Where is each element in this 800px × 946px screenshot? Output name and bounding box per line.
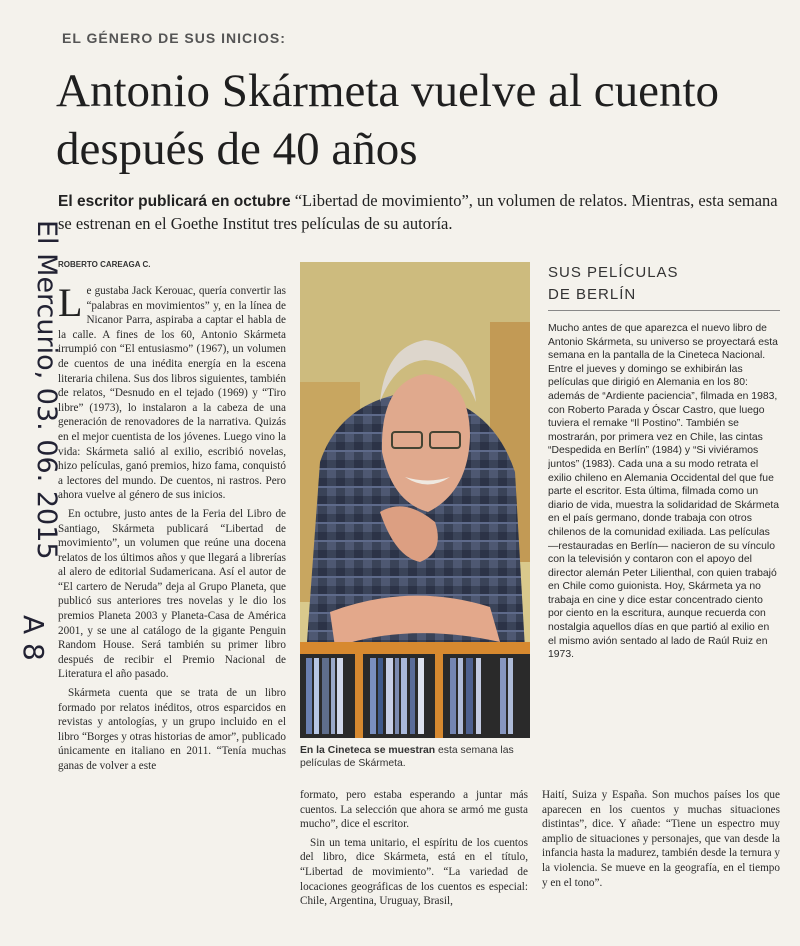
article-column-3 [542,788,780,938]
dropcap: L [58,284,83,325]
paragraph-6: Haití, Suiza y España. Son muchos países los que aparecen en los cuentos y muchas situaciones distintas”, dice. Y añade: “Tiene un espectro muy amplio de situaciones y personajes, que van desde la infancia hasta la madurez, también desde la ternura y la violencia. Se mueve en la geografía, en el tiempo y en el tono”. [542,789,780,889]
handwritten-note-date: El Mercurio, 03. 06. 2015 [31,220,60,560]
section-label: EL GÉNERO DE SUS INICIOS: [62,30,286,46]
sidebar-title-line2: DE BERLÍN [548,286,637,303]
deck [58,190,780,235]
headline: Antonio Skármeta vuelve al cuento después de 40 años [56,65,720,175]
sidebar-divider [548,310,780,311]
deck-lead: El escritor publicará en octubre [58,193,291,210]
sidebar-text [548,322,780,762]
sidebar-paragraph: Mucho antes de que aparezca el nuevo libro de Antonio Skármeta, su universo se proyectará esta semana en la pantalla de la Cineteca Nacional. Entre el jueves y domingo se exhibirán las películas que dirigió en Alemania en los 80: además de “Ardiente paciencia”, filmada en 1983, con Roberto Parada y Óscar Castro, que luego tuviera el remake “Il Postino”. También se mostrarán, por primera vez en Chile, las cintas “Despedida en Berlín” (1984) y “Si viviéramos juntos” (1983). Cada una a su modo retrata el exilio chileno en Alemania Occidental del que fue parte el escritor. Esta última, filmada como un diario de vida, muestra la solidaridad de Skármeta en el país germano, donde trabaja con otros chilenos de la comunidad exiliada. Las películas —restauradas en Berlín— nacieron de su vínculo con la televisión y contaron con el apoyo del director alemán Peter Lilienthal, con quien trabajó en Chile como guionista. Hoy, Skármeta ya no trabaja en cine y dice estar concentrado ciento por ciento en la escritura, aunque recuerda con nostalgia aquellos días en que partió al exilio en el mismo avión sentado al lado de Raúl Ruiz en 1973. [548,323,780,661]
paragraph-1: e gustaba Jack Kerouac, quería convertir las “palabras en movimientos” y, en la línea de Nicanor Parra, aspiraba a captar el habla de la calle. A fines de los 60, Antonio Skármeta irrumpió con “El entusiasmo” (1967), un volumen de cuentos de una inédita energía en la escena literaria chilena. Sus dos libros siguientes, también de relatos, “Desnudo en el tejado (1969) y “Tiro libre” (1973), lo instalaron a la cabeza de una generación de renovadores de la narrativa. Quizás en el mejor cuentista de los jóvenes. Luego vino la vida: Skármeta salió al exilio, escribió novelas, hizo películas, ganó premios, hizo fama, conquistó a lectores del mundo. De cuentos, ni rastros. Pero ahora vuelve al género de sus inicios. [58,285,286,502]
author-photo [300,262,530,738]
paragraph-5: Sin un tema unitario, el espíritu de los cuentos del libro, dice Skármeta, está en el título, “Libertad de movimiento”. “La variedad de locaciones geográficas de los cuentos es especial: Chile, Argentina, Uruguay, Brasil, [300,836,528,908]
handwritten-note-page: A 8 [17,615,50,661]
byline: ROBERTO CAREAGA C. [58,260,151,269]
handwritten-note [4,215,60,675]
paragraph-2: En octubre, justo antes de la Feria del Libro de Santiago, Skármeta publicará “Libertad de movimiento”, un volumen que reúne una docena relatos de los últimos años y que llegará a librerías al alero de editorial Sudamericana. Así el autor de “El cartero de Neruda” deja al Grupo Planeta, que publicó sus anteriores tres novelas y le dio los premios Planeta 2003 y Planeta-Casa de América 2001, y se une al catálogo de la gigante Penguin Random House. Será también su primer libro después de recibir el Premio Nacional de Literatura el año pasado. [58,507,286,681]
article-column-1 [58,284,286,934]
caption-text: esta semana las películas de Skármeta. [300,745,514,769]
article-column-2 [300,788,528,938]
caption-lead: En la Cineteca se muestran [300,745,436,756]
paragraph-3: Skármeta cuenta que se trata de un libro formado por relatos inéditos, otros esparcidos en revistas y antologías, y un grupo incluido en el libro “Borges y otras historias de amor”, publicado únicamente en italiano en 2011. “Tenía muchas ganas de volver a este [58,687,286,772]
sidebar-title [548,262,778,306]
photo-caption [300,744,532,770]
paragraph-4: formato, pero estaba esperando a juntar más cuentos. La selección que ahora se armó me gusta mucho”, dice el escritor. [300,789,528,831]
sidebar-title-line1: SUS PELÍCULAS [548,264,679,281]
deck-text: “Libertad de movimiento”, un volumen de relatos. Mientras, esta semana se estrenan en el Goethe Institut tres películas de su autoría. [58,191,778,233]
